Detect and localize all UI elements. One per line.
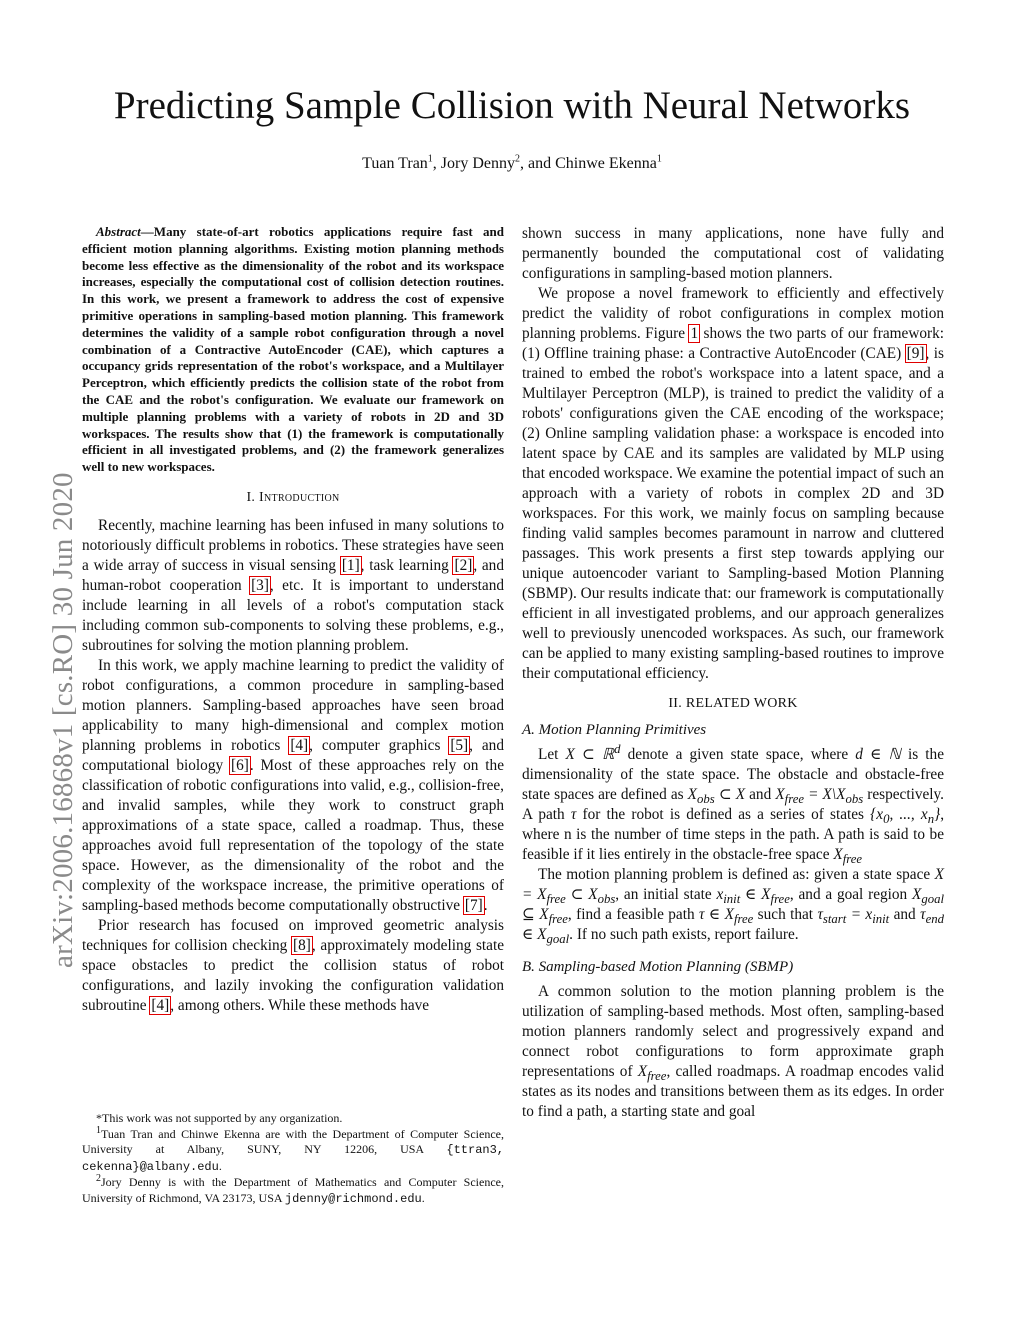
math-sub: goal: [546, 932, 570, 947]
footnote-mark: 1: [96, 1124, 101, 1136]
math-part: τ ∈ X: [699, 906, 734, 923]
footnote-text: Tuan Tran and Chinwe Ekenna are with the Department of Computer Science, University at Albany, SUNY, NY 12206, USA: [82, 1126, 504, 1156]
math-part: ⊂ X: [565, 886, 598, 903]
right-column: [522, 224, 944, 1122]
math-sub: free: [842, 852, 863, 867]
related-paragraph-a2: [522, 865, 944, 945]
math-expr: [687, 786, 746, 807]
text-run: Recently, machine learning has been infused in many solutions to notoriously difficult problems in robotics. These strategies have seen a wide array of success in visual sensing: [82, 516, 504, 574]
math-part: {x: [870, 806, 884, 823]
author-affiliation-mark: 1: [427, 153, 433, 165]
author-list: Tuan Tran$^1$, Jory Denny$^2$, and Chinwe Ekenna$^1$: [362, 153, 662, 172]
math-expr: τ: [570, 806, 577, 823]
math-sub: obs: [845, 792, 864, 807]
footnote-affiliation-1: [82, 1124, 504, 1176]
footnote-funding: *This work was not supported by any organization.: [96, 1111, 343, 1125]
text-run: denote a given state space, where: [620, 746, 856, 763]
text-run: and: [745, 786, 776, 803]
math-expr: [817, 906, 890, 927]
text-run: , is trained to embed the robot's workspace into a latent space, and a Multilayer Perceptron (MLP), is trained to predict the validity of a robots' configurations given the CAE encoding of the workspace; (2) Online sampling validation phase: a workspace is encoded into latent space by CAE and its samples are validated by MLP using that encoded workspace. We examine the potential impact of such an approach with a variety of robots in complex 2D and 3D workspaces. For this work, we mainly focus on sampling because finding valid samples becomes paramount in narrow and cluttered passages. This work presents a first step towards applying our unique autoencoder variant to Sampling-based Motion Planning (SBMP). Our results indicate that: our framework is computationally efficient in all investigated problems, and our approach generalizes well to previously unencoded workspaces. As such, our framework can be applied to many existing sampling-based routines to improve their computational efficiency.: [522, 345, 944, 682]
math-part: X: [687, 786, 698, 803]
text-run: , approximately modeling state space obstacles to predict the collision status of robot configurations, and lazily invoking the configuration validation subroutine: [82, 936, 504, 1014]
figure-link[interactable]: 1: [690, 325, 699, 342]
math-sub: goal: [921, 892, 944, 907]
intro-paragraph-2: [82, 656, 504, 916]
math-sub: free: [784, 792, 805, 807]
text-run: Let: [538, 746, 566, 763]
math-part: = X\X: [804, 786, 846, 803]
math-part: X: [775, 786, 785, 803]
intro-paragraph-3: [82, 916, 504, 1016]
math-part: ∈ X: [522, 926, 547, 943]
text-run: such that: [753, 906, 818, 923]
text-run: , and a goal region: [789, 886, 912, 903]
author-name: Jory Denny: [440, 155, 516, 172]
abstract-text: Many state-of-art robotics applications require fast and efficient motion planning algorithms. Existing motion planning methods become less effective as the dimensionality of the robot and its workspace increases, especially the computational cost of collision detection routines. In this work, we present a framework to address the cost of expensive primitive operations in sampling-based motion planning. This framework determines the validity of a sample robot configuration through a novel combination of a Contractive AutoEncoder (CAE), which captures a occupancy grids representation of the robot's workspace, and a Multilayer Perceptron, which efficiently predicts the collision state of the robot from the CAE and the robot's configuration. We evaluate our framework on multiple planning problems with a variety of robots in 2D and 3D workspaces. The results show that (1) the framework is computationally efficient in all investigated problems, and (2) the framework generalizes well to new workspaces.: [82, 224, 504, 475]
abstract-dash: —: [140, 224, 154, 239]
math-sub: n: [927, 812, 935, 827]
citation-link[interactable]: [7]: [464, 896, 483, 914]
math-sup: d: [614, 741, 621, 756]
footnote-mark: 2: [96, 1173, 101, 1184]
author-affiliation-mark: 2: [515, 153, 521, 165]
citation-link[interactable]: [2]: [454, 556, 473, 574]
author-affiliation-mark: 1: [656, 153, 662, 165]
math-part: X = X: [522, 866, 944, 903]
math-part: X: [637, 1063, 648, 1080]
text-run: respectively. A path: [522, 786, 944, 823]
footnote-text: .: [421, 1190, 425, 1205]
text-run: Prior research has focused on improved geometric analysis techniques for collision checking: [82, 916, 504, 954]
text-run: , etc. It is important to understand include learning in all levels of a robot's computation stack including common sub-components to solving these problems, e.g., subroutines for solving the motion planning problem.: [82, 576, 504, 654]
math-sub: 0: [883, 812, 890, 827]
citation-link[interactable]: [4]: [151, 996, 170, 1014]
subsection-heading-b: B. Sampling-based Motion Planning (SBMP): [522, 959, 794, 975]
citation-link[interactable]: [6]: [231, 756, 249, 774]
intro-paragraph-3-continued: shown success in many applications, none have fully and permanently bounded the computational cost of validating configurations in sampling-based motion planners.: [522, 225, 944, 282]
math-expr: d ∈ ℕ: [855, 746, 901, 763]
math-sub: init: [872, 912, 890, 927]
related-paragraph-a1: [522, 741, 945, 867]
left-column: [82, 224, 504, 1016]
math-sub: free: [733, 912, 754, 927]
abstract-label: Abstract: [96, 224, 141, 239]
intro-paragraph-4: [522, 284, 944, 684]
math-sub: free: [546, 892, 566, 907]
text-run: , called roadmaps. A roadmap encodes valid states as its nodes and transitions between them as its edges. In order to find a path, a starting state and goal: [522, 1063, 944, 1120]
math-expr: [637, 1063, 667, 1084]
text-run: .: [483, 896, 488, 914]
section-number: I.: [246, 489, 256, 505]
citation-link[interactable]: [1]: [341, 556, 360, 574]
text-run: and: [889, 906, 921, 923]
text-run: . Most of these approaches rely on the classification of robotic configurations into valid, e.g., collision-free, and invalid samples, while they work to construct graph approximations of a state space, called a roadmap. Thus, these approaches avoid full representation of the topology of the state space. However, as the dimensionality of the robot and the complexity of the workspace increase, the primitive operations of sampling-based methods become computationally obstructive: [82, 756, 504, 914]
math-part: , ..., x: [889, 806, 928, 823]
citation-link[interactable]: [3]: [251, 576, 269, 594]
author-name: Chinwe Ekenna: [555, 155, 657, 172]
section-heading-introduction: [82, 490, 504, 506]
footnotes: [82, 1111, 504, 1207]
math-part: τ: [817, 906, 823, 923]
math-part: = x: [846, 906, 873, 923]
text-run: , an initial state: [615, 886, 717, 903]
section-title: Introduction: [259, 489, 340, 505]
math-expr: [699, 906, 754, 927]
text-run: for the robot is defined as a series of states: [576, 806, 871, 823]
text-run: We propose a novel framework to efficiently and effectively predict the validity of robot configurations in complex motion planning problems. Figure: [522, 285, 944, 342]
math-sub: free: [770, 892, 790, 907]
math-part: ⊂ X: [714, 786, 746, 803]
math-part: X: [911, 886, 922, 903]
math-part: τ: [920, 906, 926, 923]
math-expr: [716, 886, 790, 907]
math-sub: end: [925, 912, 944, 927]
math-sub: free: [647, 1069, 667, 1084]
section-heading-related-work: II. RELATED WORK: [668, 696, 798, 711]
math-sub: obs: [697, 792, 715, 807]
math-part: x: [716, 886, 724, 903]
text-run: , task learning: [360, 556, 454, 574]
math-expr: [775, 786, 864, 807]
citation-link[interactable]: [8]: [293, 936, 311, 954]
text-run: . If no such path exists, report failure.: [569, 926, 799, 943]
text-run: shows the two parts of our framework: (1) Offline training phase: a Contractive AutoEncoder (CAE): [522, 325, 945, 362]
citation-link[interactable]: [5]: [450, 736, 469, 754]
footnote-email[interactable]: {ttran3, cekenna}@albany.edu: [82, 1143, 504, 1174]
arxiv-sidebar-stamp: arXiv:2006.16868v1 [cs.RO] 30 Jun 2020: [47, 472, 79, 968]
subsection-heading-a: A. Motion Planning Primitives: [522, 722, 707, 738]
author-name: Tuan Tran: [362, 155, 428, 172]
math-part: ∈ X: [740, 886, 771, 903]
abstract: [82, 224, 504, 476]
text-run: , and computational biology: [82, 736, 504, 774]
related-paragraph-b1: [522, 982, 944, 1122]
text-run: , computer graphics: [309, 736, 450, 754]
text-run: , find a feasible path: [567, 906, 700, 923]
text-run: is the dimensionality of the state space. The obstacle and obstacle-free state spaces are defined as: [522, 746, 944, 803]
footnote-email[interactable]: jdenny@richmond.edu: [284, 1191, 422, 1206]
text-run: , and human-robot cooperation: [82, 556, 504, 594]
text-run: The motion planning problem is defined as: given a state space: [538, 866, 935, 883]
math-expr: [870, 806, 941, 827]
paper-title: Predicting Sample Collision with Neural Networks: [113, 84, 911, 127]
text-run: A common solution to the motion planning problem is the utilization of sampling-based methods. Most often, sampling-based motion planners randomly select and progressively expand and connect robot configurations to form approximate graph representations of: [522, 983, 944, 1080]
math-part: X ⊂ ℝ: [565, 746, 615, 763]
text-run: , among others. While these methods have: [170, 996, 430, 1014]
citation-link[interactable]: [4]: [290, 736, 309, 754]
math-part: X: [833, 846, 843, 863]
math-part: ⊆ X: [522, 906, 549, 923]
math-expr: [833, 846, 863, 867]
intro-paragraph-1: [82, 516, 504, 656]
math-sub: init: [723, 892, 741, 907]
footnote-affiliation-2: [82, 1175, 504, 1207]
math-sub: obs: [597, 892, 616, 907]
math-sub: free: [548, 912, 568, 927]
math-part: }: [934, 806, 941, 823]
footnote-text: Jory Denny is with the Department of Mathematics and Computer Science, University of Richmond, VA 23173, USA: [82, 1175, 504, 1205]
math-sub: start: [822, 912, 847, 927]
math-expr: [565, 741, 621, 763]
text-run: In this work, we apply machine learning to predict the validity of robot configurations, a common procedure in sampling-based motion planners. Sampling-based approaches have seen broad applicability to many high-dimensional and complex motion planning problems in robotics: [82, 656, 504, 754]
citation-link[interactable]: [9]: [906, 345, 925, 362]
text-run: , where n is the number of time steps in the path. A path is said to be feasible if it lies entirely in the obstacle-free space: [522, 806, 945, 863]
footnote-text: .: [218, 1158, 222, 1173]
